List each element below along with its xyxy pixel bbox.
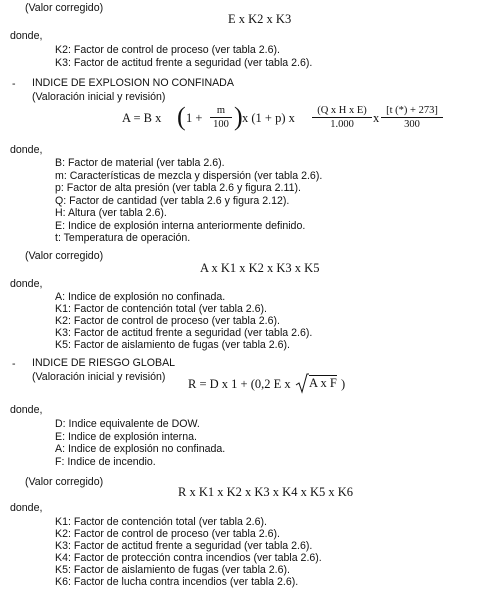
list-item: K5: Factor de aislamiento de fugas (ver tabla 2.6). xyxy=(55,564,290,576)
radicand: A x F xyxy=(309,376,337,390)
list-item: K6: Factor de lucha contra incendios (ver tabla 2.6). xyxy=(55,576,299,588)
equation-e-k2-k3: E x K2 x K3 xyxy=(228,12,292,26)
list-item: E: Indice de explosión interna anteriormente definido. xyxy=(55,220,306,232)
formula-lhs: A = B x xyxy=(122,111,162,125)
fraction-denominator: 300 xyxy=(404,119,420,130)
list-item: F: Indice de incendio. xyxy=(55,456,156,468)
list-item: K3: Factor de actitud frente a seguridad (ver tabla 2.6). xyxy=(55,327,313,339)
formula-one-plus: 1 + xyxy=(186,111,203,125)
fraction-denominator: 1.000 xyxy=(330,119,354,130)
list-item: K4: Factor de protección contra incendios (ver tabla 2.6). xyxy=(55,552,322,564)
bullet-dash: - xyxy=(12,358,16,370)
list-item: K2: Factor de control de proceso (ver tabla 2.6). xyxy=(55,315,280,327)
square-root-icon xyxy=(295,372,309,394)
section-subheading: (Valoración inicial y revisión) xyxy=(32,91,166,103)
list-item: A: Indice de explosión no confinada. xyxy=(55,443,226,455)
donde-label: donde, xyxy=(10,404,43,416)
donde-label: donde, xyxy=(10,144,43,156)
list-item: H: Altura (ver tabla 2.6). xyxy=(55,207,167,219)
formula-lhs: R = D x 1 + (0,2 E x xyxy=(188,377,291,391)
list-item: E: Indice de explosión interna. xyxy=(55,431,197,443)
list-item: B: Factor de material (ver tabla 2.6). xyxy=(55,157,225,169)
formula-close: ) xyxy=(341,377,346,391)
equation-r-k1-k6: R x K1 x K2 x K3 x K4 x K5 x K6 xyxy=(178,485,353,499)
donde-label: donde, xyxy=(10,30,43,42)
list-item: K1: Factor de contención total (ver tabla 2.6). xyxy=(55,303,267,315)
list-item: t: Temperatura de operación. xyxy=(55,232,191,244)
close-bracket: ) xyxy=(234,102,243,131)
formula-times: x xyxy=(373,111,380,125)
list-item: K5: Factor de aislamiento de fugas (ver tabla 2.6). xyxy=(55,339,290,351)
fraction-temperature xyxy=(381,105,443,130)
valor-corregido-label: (Valor corregido) xyxy=(25,476,104,488)
equation-a-k1-k2-k3-k5: A x K1 x K2 x K3 x K5 xyxy=(200,261,320,275)
section-subheading: (Valoración inicial y revisión) xyxy=(32,371,166,383)
bullet-dash: - xyxy=(12,78,16,90)
fraction-qhe xyxy=(312,105,372,130)
list-item: K1: Factor de contención total (ver tabla 2.6). xyxy=(55,516,267,528)
valor-corregido-label: (Valor corregido) xyxy=(25,250,104,262)
section-heading: INDICE DE EXPLOSION NO CONFINADA xyxy=(32,77,234,89)
fraction-numerator: m xyxy=(210,105,232,118)
list-item: D: Indice equivalente de DOW. xyxy=(55,418,200,430)
list-item: K3: Factor de actitud frente a seguridad (ver tabla 2.6). xyxy=(55,57,313,69)
fraction-numerator: (Q x H x E) xyxy=(312,105,372,118)
list-item: Q: Factor de cantidad (ver tabla 2.6 y figura 2.12). xyxy=(55,195,290,207)
list-item: m: Características de mezcla y dispersión (ver tabla 2.6). xyxy=(55,170,323,182)
donde-label: donde, xyxy=(10,502,43,514)
list-item: p: Factor de alta presión (ver tabla 2.6 y figura 2.11). xyxy=(55,182,301,194)
list-item: K3: Factor de actitud frente a seguridad (ver tabla 2.6). xyxy=(55,540,313,552)
open-bracket: ( xyxy=(177,102,186,131)
fraction-numerator: [t (*) + 273] xyxy=(381,105,443,118)
valor-corregido-label: (Valor corregido) xyxy=(25,2,104,14)
section-heading: INDICE DE RIESGO GLOBAL xyxy=(32,357,176,369)
fraction-m-100 xyxy=(210,105,232,130)
list-item: K2: Factor de control de proceso (ver tabla 2.6). xyxy=(55,44,280,56)
list-item: A: Indice de explosión no confinada. xyxy=(55,291,226,303)
donde-label: donde, xyxy=(10,278,43,290)
fraction-denominator: 100 xyxy=(213,119,229,130)
formula-times-p: x (1 + p) x xyxy=(242,111,295,125)
list-item: K2: Factor de control de proceso (ver tabla 2.6). xyxy=(55,528,280,540)
